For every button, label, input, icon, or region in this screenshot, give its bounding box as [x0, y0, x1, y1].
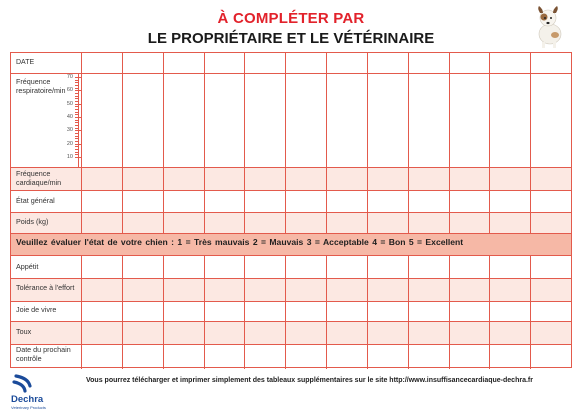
label-card: Fréquence cardiaque/min: [16, 169, 62, 187]
resp-scale-tick: [75, 122, 78, 123]
resp-scale-tick: [75, 157, 81, 158]
row-bg-tolerance: [11, 278, 571, 301]
grid-line: [11, 73, 571, 74]
label-poids: Poids (kg): [16, 217, 49, 226]
label-joie: Joie de vivre: [16, 305, 57, 314]
resp-scale-tick: [75, 106, 78, 107]
row-bg-card: [11, 167, 571, 190]
resp-scale-label: 50: [66, 100, 73, 107]
resp-scale-tick: [75, 98, 78, 99]
grid-line: [11, 190, 571, 191]
resp-scale-tick: [75, 101, 78, 102]
grid-column-line: [163, 255, 164, 369]
resp-scale-label: 30: [66, 127, 73, 134]
resp-scale-tick: [75, 82, 78, 83]
row-bg-poids: [11, 212, 571, 233]
resp-scale-tick: [75, 149, 78, 150]
grid-column-line: [408, 53, 409, 233]
resp-scale-tick: [75, 144, 81, 145]
resp-scale-tick: [75, 130, 81, 131]
grid-column-line: [449, 255, 450, 369]
label-controle: Date du prochain contrôle: [16, 345, 71, 363]
title-line-2: LE PROPRIÉTAIRE ET LE VÉTÉRINAIRE: [147, 30, 435, 47]
dechra-logo-word: Dechra: [11, 394, 44, 405]
grid-line: [11, 301, 571, 302]
resp-scale-tick: [75, 114, 78, 115]
resp-scale-axis: [78, 73, 79, 167]
label-etat: État général: [16, 196, 55, 205]
resp-scale-label: 20: [66, 140, 73, 147]
grid-line: [11, 255, 571, 256]
grid-column-line: [489, 53, 490, 233]
grid-column-line: [408, 255, 409, 369]
dog-illustration-icon: [528, 4, 568, 48]
resp-scale-tick: [75, 120, 78, 121]
grid-column-line: [122, 53, 123, 233]
row-bg-toux: [11, 321, 571, 344]
grid-column-line: [81, 255, 82, 369]
grid-column-line: [285, 255, 286, 369]
resp-scale-tick: [75, 90, 81, 91]
grid-column-line: [449, 53, 450, 233]
grid-column-line: [244, 53, 245, 233]
grid-column-line: [204, 255, 205, 369]
resp-scale-tick: [75, 88, 78, 89]
grid-line: [11, 344, 571, 345]
grid-column-line: [122, 255, 123, 369]
label-toux: Toux: [16, 327, 32, 336]
evaluation-instructions: Veuillez évaluer l'état de votre chien : 1 = Très mauvais 2 = Mauvais 3 = Acceptable 4 = Bon 5 = Excellent: [16, 237, 464, 247]
resp-scale-tick: [75, 141, 78, 142]
grid-column-line: [285, 53, 286, 233]
grid-column-line: [530, 255, 531, 369]
resp-scale-tick: [75, 117, 81, 118]
grid-line: [11, 321, 571, 322]
health-tracking-table: [10, 52, 572, 368]
resp-scale-tick: [75, 80, 78, 81]
grid-column-line: [244, 255, 245, 369]
resp-scale-label: 70: [66, 74, 73, 80]
resp-scale: [61, 73, 81, 167]
grid-column-line: [81, 53, 82, 233]
label-resp: Fréquence respiratoire/min: [16, 77, 66, 95]
resp-scale-tick: [75, 128, 78, 129]
resp-scale-tick: [75, 125, 78, 126]
grid-column-line: [326, 53, 327, 233]
grid-line: [11, 167, 571, 168]
resp-scale-tick: [75, 109, 78, 110]
resp-scale-label: 40: [66, 114, 73, 120]
title-line-1: À COMPLÉTER PAR: [217, 10, 365, 27]
resp-scale-tick: [75, 112, 78, 113]
grid-column-line: [204, 53, 205, 233]
grid-column-line: [163, 53, 164, 233]
grid-column-line: [530, 53, 531, 233]
label-tolerance: Tolérance à l'effort: [16, 283, 75, 292]
grid-column-line: [367, 255, 368, 369]
resp-scale-tick: [75, 85, 78, 86]
grid-column-line: [489, 255, 490, 369]
grid-column-line: [326, 255, 327, 369]
label-date: DATE: [16, 59, 35, 66]
evaluation-band: [11, 233, 571, 255]
resp-scale-tick: [75, 133, 78, 134]
resp-scale-tick: [75, 77, 81, 78]
resp-scale-tick: [75, 138, 78, 139]
resp-scale-tick: [75, 136, 78, 137]
resp-scale-tick: [75, 104, 81, 105]
resp-scale-label: 60: [66, 87, 73, 94]
dechra-logo-subtitle: Veterinary Products: [11, 405, 46, 410]
resp-scale-tick: [75, 154, 78, 155]
grid-line: [11, 278, 571, 279]
resp-scale-label: 10: [66, 154, 73, 160]
grid-line: [11, 212, 571, 213]
grid-line: [11, 233, 571, 234]
resp-scale-tick: [75, 146, 78, 147]
resp-scale-tick: [75, 96, 78, 97]
resp-scale-tick: [75, 152, 78, 153]
label-appetit: Appétit: [16, 262, 39, 271]
resp-scale-tick: [75, 93, 78, 94]
footer-download-note: Vous pourrez télécharger et imprimer simplement des tableaux supplémentaires sur le site http://www.insuffisancecardiaque-dechra.fr: [86, 377, 533, 384]
grid-column-line: [367, 53, 368, 233]
